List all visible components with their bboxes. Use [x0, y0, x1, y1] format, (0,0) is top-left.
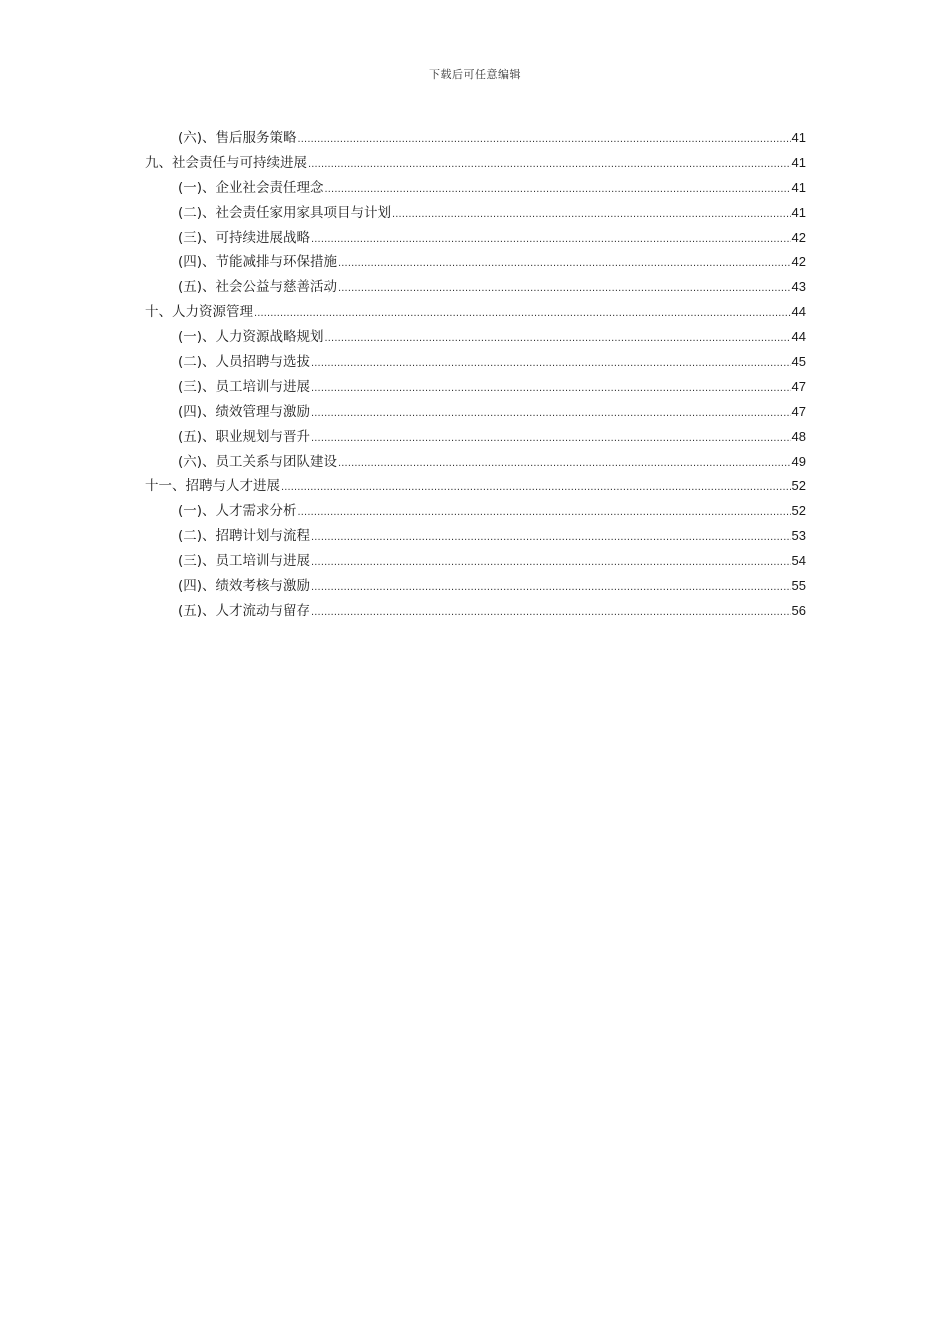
toc-entry[interactable]: [145, 275, 806, 300]
toc-entry-title: (五)、人才流动与留存: [178, 602, 311, 619]
toc-dot-leader: [325, 177, 791, 202]
toc-entry-title: (一)、人力资源战略规划: [178, 329, 324, 346]
toc-entry-title: (四)、节能减排与环保措施: [178, 254, 338, 271]
toc-entry-page: 54: [791, 553, 806, 569]
toc-entry-page: 43: [791, 279, 806, 295]
toc-dot-leader: [311, 401, 790, 426]
toc-dot-leader: [311, 600, 790, 625]
toc-dot-leader: [338, 276, 790, 301]
toc-entry-title: (四)、绩效管理与激励: [178, 403, 311, 420]
toc-entry-title: (五)、社会公益与慈善活动: [178, 279, 338, 296]
toc-dot-leader: [338, 251, 790, 276]
toc-entry-title: (六)、员工关系与团队建设: [178, 453, 338, 470]
toc-dot-leader: [308, 152, 791, 177]
toc-entry-title: (四)、绩效考核与激励: [178, 578, 311, 595]
toc-entry[interactable]: [145, 524, 806, 549]
toc-entry[interactable]: [145, 325, 806, 350]
toc-entry[interactable]: [145, 425, 806, 450]
toc-entry-page: 41: [791, 179, 806, 195]
toc-entry[interactable]: [145, 201, 806, 226]
toc-dot-leader: [311, 426, 790, 451]
toc-entry-page: 44: [791, 329, 806, 345]
toc-entry-title: (三)、员工培训与进展: [178, 378, 311, 395]
toc-entry-page: 55: [791, 578, 806, 594]
toc-entry-page: 41: [791, 130, 806, 145]
toc-entry-title: (五)、职业规划与晋升: [178, 428, 311, 445]
toc-entry-title: (六)、售后服务策略: [178, 130, 297, 146]
page-header: 下载后可任意编辑: [429, 68, 521, 81]
toc-entry-page: 44: [791, 304, 806, 320]
toc-dot-leader: [311, 227, 790, 252]
toc-dot-leader: [325, 326, 791, 351]
toc-entry[interactable]: [145, 400, 806, 425]
toc-entry[interactable]: [145, 599, 806, 624]
toc-entry[interactable]: [145, 474, 806, 499]
table-of-contents: [145, 126, 806, 624]
toc-entry[interactable]: [145, 350, 806, 375]
toc-entry-page: 41: [791, 204, 806, 220]
toc-dot-leader: [298, 500, 791, 525]
toc-entry-page: 56: [791, 602, 806, 618]
toc-entry-title: 十一、招聘与人才进展: [145, 478, 280, 495]
toc-dot-leader: [338, 451, 790, 476]
toc-entry-page: 45: [791, 354, 806, 370]
toc-entry-page: 42: [791, 229, 806, 245]
toc-entry-title: (二)、人员招聘与选拔: [178, 354, 311, 371]
toc-entry-page: 52: [791, 478, 806, 494]
toc-dot-leader: [311, 376, 790, 401]
toc-dot-leader: [298, 127, 791, 152]
toc-entry[interactable]: [145, 450, 806, 475]
toc-dot-leader: [392, 202, 790, 227]
toc-dot-leader: [311, 575, 790, 600]
toc-dot-leader: [311, 525, 790, 550]
toc-entry-page: 42: [791, 254, 806, 270]
toc-entry[interactable]: [145, 300, 806, 325]
toc-entry-page: 41: [791, 154, 806, 170]
toc-dot-leader: [311, 351, 790, 376]
toc-entry-title: (三)、员工培训与进展: [178, 553, 311, 570]
toc-entry[interactable]: [145, 226, 806, 251]
toc-entry-page: 48: [791, 428, 806, 444]
toc-entry-page: 47: [791, 403, 806, 419]
toc-entry-page: 47: [791, 378, 806, 394]
toc-entry-title: (二)、社会责任家用家具项目与计划: [178, 204, 392, 221]
toc-dot-leader: [281, 475, 791, 500]
toc-entry-page: 53: [791, 528, 806, 544]
toc-entry-page: 52: [791, 503, 806, 519]
toc-entry-title: (二)、招聘计划与流程: [178, 528, 311, 545]
toc-dot-leader: [254, 301, 791, 326]
toc-entry-title: (一)、人才需求分析: [178, 503, 297, 520]
toc-entry[interactable]: [145, 176, 806, 201]
toc-entry[interactable]: [145, 375, 806, 400]
toc-entry[interactable]: [145, 574, 806, 599]
toc-entry-title: (一)、企业社会责任理念: [178, 179, 324, 196]
toc-entry-page: 49: [791, 453, 806, 469]
toc-entry-title: (三)、可持续进展战略: [178, 229, 311, 246]
toc-entry[interactable]: [145, 499, 806, 524]
toc-entry-title: 十、人力资源管理: [145, 304, 253, 321]
toc-entry[interactable]: [145, 250, 806, 275]
toc-entry-title: 九、社会责任与可持续进展: [145, 154, 307, 171]
toc-entry[interactable]: [145, 151, 806, 176]
toc-dot-leader: [311, 550, 790, 575]
toc-entry[interactable]: [145, 549, 806, 574]
toc-entry[interactable]: [145, 126, 806, 151]
